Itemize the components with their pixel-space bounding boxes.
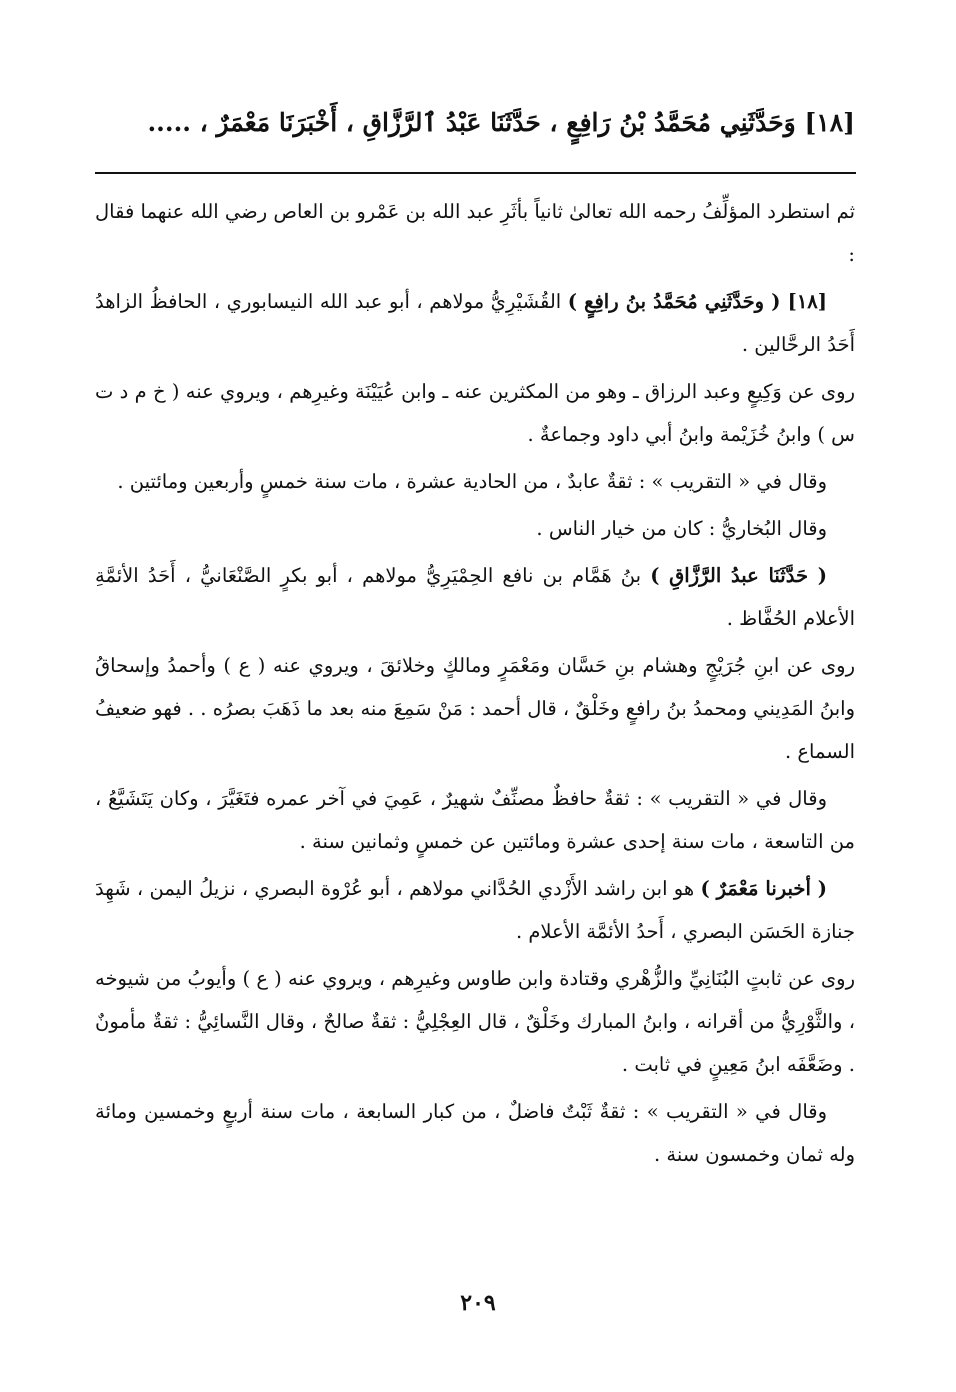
paragraph-text: وقال البُخاريُّ : كان من خيار الناس . (536, 517, 827, 540)
paragraph (95, 867, 855, 953)
paragraph (95, 554, 855, 640)
paragraph (95, 507, 855, 550)
narrator-heading: ( حَدَّثَنَا عبدُ الرَّزَّاقِ ) (650, 564, 827, 587)
paragraph-text: وقال في « التقريب » : ثقةٌ عابدٌ ، من الحادية عشرة ، مات سنة خمسٍ وأربعين ومائتين . (117, 470, 827, 493)
commentary-body (95, 190, 855, 1180)
paragraph (95, 190, 855, 276)
paragraph (95, 1090, 855, 1176)
hadith-header: [١٨] وَحَدَّثَنِي مُحَمَّدُ بْنُ رَافِعٍ ، حَدَّثَنَا عَبْدُ ٱلرَّزَّاقِ ، أَخْبَرَنَا مَعْمَرٌ ، ..... (147, 108, 855, 137)
paragraph-text: هو ابن راشد الأَزْدي الحُدَّاني مولاهم ، أبو عُرْوة البصري ، نزيلُ اليمن ، شَهِدَ جنازة الحَسَن البصري ، أَحدُ الأئمَّة الأعلام . (95, 877, 855, 943)
paragraph-text: وقال في « التقريب » : ثقةٌ ثَبْتٌ فاضلٌ ، من كبار السابعة ، مات سنة أربعٍ وخمسين ومائة وله ثمان وخمسون سنة . (95, 1100, 855, 1166)
page-number: ٢٠٩ (460, 1290, 496, 1316)
paragraph-text: روى عن وَكِيعٍ وعبد الرزاق ـ وهو من المكثرين عنه ـ وابن عُيَيْنَة وغيرِهم ، ويروي عنه ( خ م د ت س ) وابنُ خُزَيْمة وابنُ أبي داود وجماعةٌ . (95, 380, 855, 446)
paragraph (95, 370, 855, 456)
paragraph (95, 777, 855, 863)
paragraph-text: روى عن ثابتٍ البُنَانِيِّ والزُّهْري وقتادة وابن طاوس وغيرِهم ، ويروي عنه ( ع ) وأيوبُ من شيوخه ، والثَّوْرِيُّ من أقرانه ، وابنُ المبارك وخَلْقٌ ، قال العِجْلِيُّ : ثقةٌ صالحٌ ، وقال النَّسائِيُّ : ثقةٌ مأمونٌ . وضَعَّفَه ابنُ مَعِينٍ في ثابت . (95, 967, 855, 1076)
paragraph-text: وقال في « التقريب » : ثقةٌ حافظٌ مصنِّفٌ شهيرٌ ، عَمِيَ في آخر عمره فتَغَيَّرَ ، وكان يَتَشَيَّعُ ، من التاسعة ، مات سنة إحدى عشرة ومائتين عن خمسٍ وثمانين سنة . (95, 787, 855, 853)
narrator-heading: [١٨] ( وحَدَّثَنِي مُحَمَّدُ بنُ رافِعٍ ) (567, 290, 827, 313)
paragraph (95, 644, 855, 773)
paragraph-text: روى عن ابنِ جُرَيْجٍ وهشام بنِ حَسَّان ومَعْمَرٍ ومالكٍ وخلائقَ ، ويروي عنه ( ع ) وأحمدُ وإسحاقُ وابنُ المَدِيني ومحمدُ بنُ رافعٍ وخَلْقٌ ، قال أحمد : مَنْ سَمِعَ منه بعد ما ذَهَبَ بصرُه . . فهو ضعيفُ السماع . (95, 654, 855, 763)
paragraph-text: بنُ هَمَّام بن نافع الحِمْيَرِيُّ مولاهم ، أبو بكرٍ الصَّنْعَانيُّ ، أَحَدُ الأئمَّةِ الأعلام الحُفَّاظ . (95, 564, 855, 630)
paragraph-text: القُشَيْرِيُّ مولاهم ، أبو عبد الله النيسابوري ، الحافظُ الزاهدُ أَحَدُ الرحَّالين . (95, 290, 855, 356)
paragraph (95, 280, 855, 366)
paragraph (95, 460, 855, 503)
paragraph (95, 957, 855, 1086)
narrator-heading: ( أخبرنا مَعْمَرٌ ) (700, 877, 827, 900)
paragraph-text: ثم استطرد المؤلِّفُ رحمه الله تعالىٰ ثانياً بأثَرِ عبد الله بن عَمْرو بن العاص رضي الله عنهما فقال : (95, 200, 855, 266)
header-rule (95, 172, 856, 174)
